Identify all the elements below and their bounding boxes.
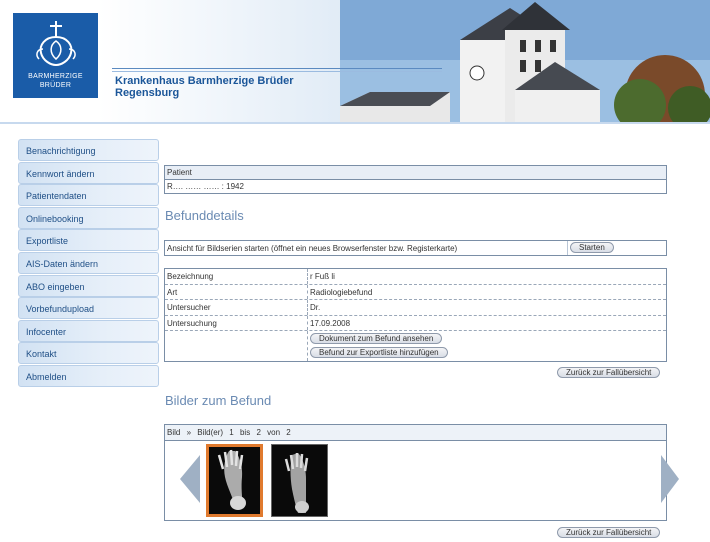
patient-panel xyxy=(164,165,667,194)
prev-arrow-icon[interactable] xyxy=(180,455,200,503)
divider xyxy=(307,269,308,284)
table-row xyxy=(165,300,666,316)
bildserien-text: Ansicht für Bildserien starten (öffnet ein neues Browserfenster bzw. Registerkarte) xyxy=(167,244,458,253)
sidebar-item-kennwort-aendern[interactable]: Kennwort ändern xyxy=(18,162,159,184)
row-value: Radiologiebefund xyxy=(310,287,373,297)
table-row xyxy=(165,316,666,332)
xray-thumbnail-1[interactable] xyxy=(206,444,263,517)
xray-foot-image xyxy=(272,445,327,516)
table-row xyxy=(165,269,666,285)
divider xyxy=(307,316,308,331)
befunddetails-title: Befunddetails xyxy=(165,208,244,223)
hospital-logo xyxy=(13,13,98,98)
hospital-name-line2: Regensburg xyxy=(115,87,180,99)
view-document-button[interactable]: Dokument zum Befund ansehen xyxy=(310,333,442,344)
logo-text-line1: BARMHERZIGE xyxy=(28,73,83,80)
row-label: Art xyxy=(167,287,178,297)
actions-row xyxy=(165,331,666,361)
divider xyxy=(307,331,308,361)
images-total: 2 xyxy=(286,428,291,437)
next-arrow-icon[interactable] xyxy=(661,455,679,503)
add-to-export-button[interactable]: Befund zur Exportliste hinzufügen xyxy=(310,347,448,358)
images-bis: bis xyxy=(239,428,251,437)
sidebar-item-exportliste[interactable]: Exportliste xyxy=(18,229,159,251)
sidebar-item-benachrichtigung[interactable]: Benachrichtigung xyxy=(18,139,159,161)
sidebar-item-abmelden[interactable]: Abmelden xyxy=(18,365,159,387)
row-label: Untersucher xyxy=(167,303,211,313)
table-row xyxy=(165,285,666,301)
gallery-col-label: Bild xyxy=(167,428,181,437)
sidebar-item-kontakt[interactable]: Kontakt xyxy=(18,342,159,364)
images-to: 2 xyxy=(256,428,261,437)
sidebar-nav xyxy=(18,139,159,388)
sidebar-item-onlinebooking[interactable]: Onlinebooking xyxy=(18,207,159,229)
sidebar-item-abo-eingeben[interactable]: ABO eingeben xyxy=(18,275,159,297)
sidebar-item-vorbefundupload[interactable]: Vorbefundupload xyxy=(18,297,159,319)
hospital-name-line1: Krankenhaus Barmherzige Brüder xyxy=(115,75,294,87)
divider xyxy=(567,241,568,255)
header-divider xyxy=(112,68,442,72)
images-label: Bild(er) xyxy=(197,428,224,437)
bildserien-panel xyxy=(164,240,667,256)
back-to-overview-button-bottom[interactable]: Zurück zur Fallübersicht xyxy=(557,527,660,538)
hospital-name xyxy=(115,75,294,99)
page-header xyxy=(0,0,710,124)
gallery-title: Bilder zum Befund xyxy=(165,393,272,408)
row-value: Dr. xyxy=(310,303,321,313)
divider xyxy=(307,285,308,300)
befund-details-table xyxy=(164,268,667,362)
gallery-header xyxy=(165,425,666,441)
patient-header: Patient xyxy=(167,168,192,177)
header-bottom-bar xyxy=(0,122,710,124)
images-von: von xyxy=(267,428,281,437)
divider xyxy=(307,300,308,315)
images-from: 1 xyxy=(229,428,234,437)
logo-text-line2: BRÜDER xyxy=(39,82,72,89)
row-label: Bezeichnung xyxy=(167,272,214,281)
sidebar-item-ais-daten[interactable]: AIS-Daten ändern xyxy=(18,252,159,274)
patient-value: R…. …… …… : 1942 xyxy=(167,182,244,191)
church-photo xyxy=(340,0,710,124)
sidebar-item-infocenter[interactable]: Infocenter xyxy=(18,320,159,342)
sidebar-item-patientendaten[interactable]: Patientendaten xyxy=(18,184,159,206)
sort-chevron-up-icon[interactable]: » xyxy=(186,428,192,437)
cross-pomegranate-icon xyxy=(35,19,77,71)
xray-thumbnail-2[interactable] xyxy=(271,444,328,517)
back-to-overview-button[interactable]: Zurück zur Fallübersicht xyxy=(557,367,660,378)
row-value: r Fuß li xyxy=(310,272,335,281)
start-viewer-button[interactable]: Starten xyxy=(570,242,614,253)
row-label: Untersuchung xyxy=(167,318,217,328)
row-value: 17.09.2008 xyxy=(310,318,351,328)
xray-foot-image xyxy=(209,447,260,514)
